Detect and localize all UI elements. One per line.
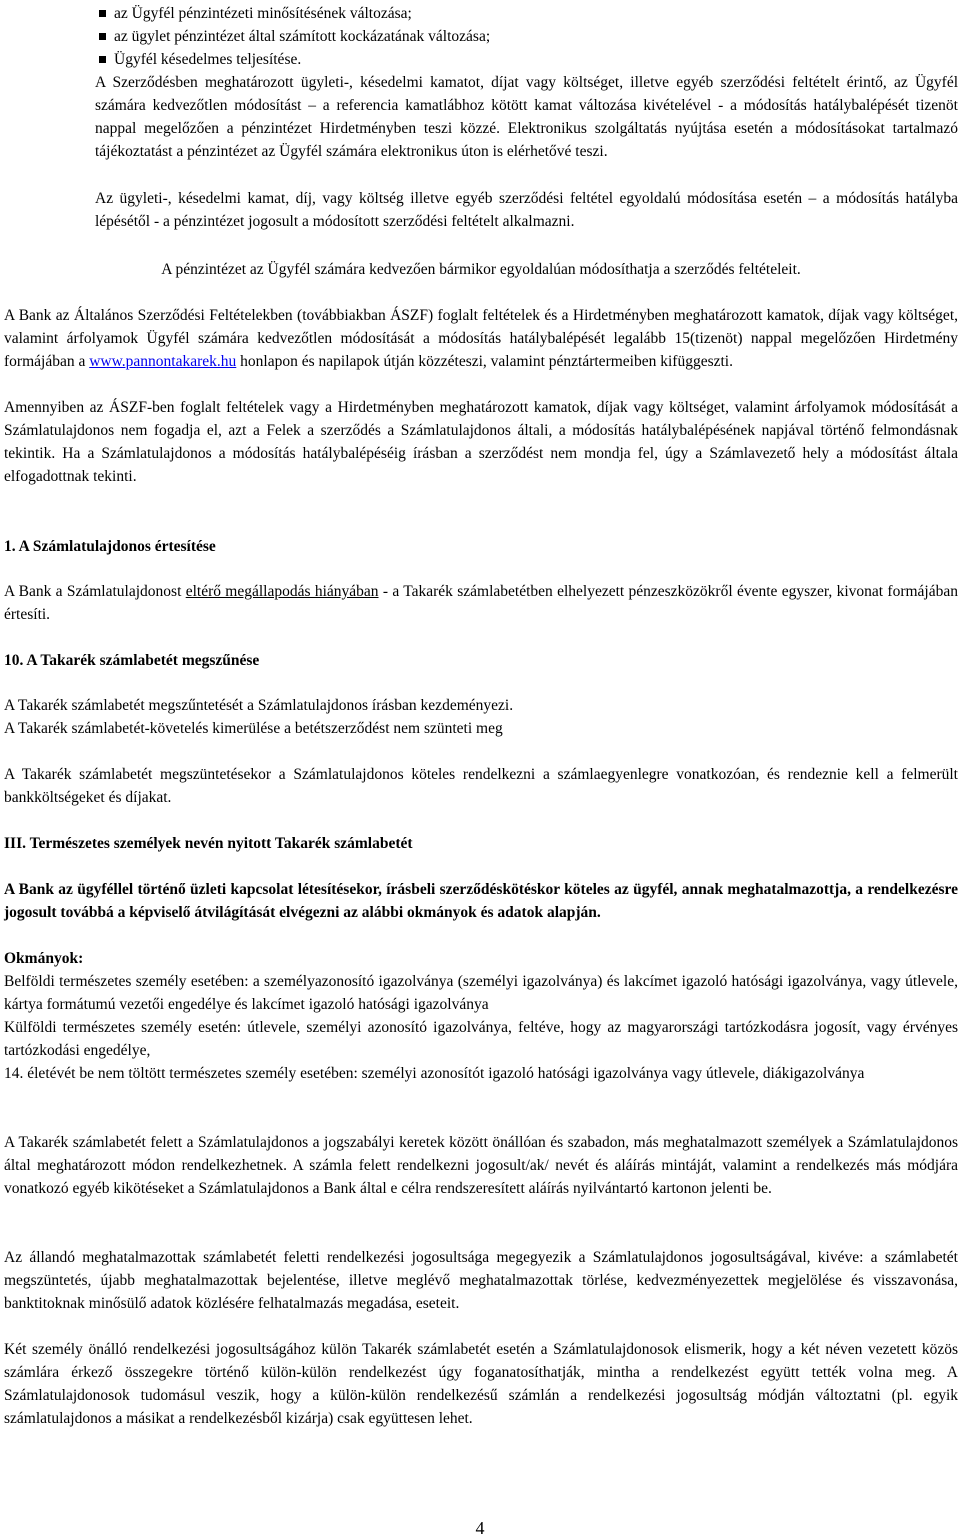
bullet-item: az Ügyfél pénzintézeti minősítésének változása;	[99, 2, 939, 25]
document-domestic: Belföldi természetes személy esetében: a személyazonosító igazolványa (személyi igazolványa) és lakcímet igazoló hatósági igazolványa, vagy útlevele, kártya formátumú vezetői engedélye és lakcímet igazoló hatósági igazolványa	[4, 973, 958, 1013]
website-link[interactable]: www.pannontakarek.hu	[89, 353, 237, 370]
document-foreign: Külföldi természetes személy esetén: útlevele, személyi azonosító igazolványa, feltéve, hogy az magyarországi tartózkodásra jogosít, vagy érvényes tartózkodási engedélye,	[4, 1019, 958, 1059]
document-minor: 14. életévét be nem töltött természetes személy esetében: személyi azonosítót igazoló hatósági igazolványa vagy útlevele, diákigazolványa	[4, 1065, 865, 1082]
termination-paragraph: A Takarék számlabetét megszüntetésekor a Számlatulajdonos köteles rendelkezni a számlaegyenlegre vonatkozóan, és rendeznie kell a felmerült bankköltségeket és díjakat.	[4, 766, 958, 806]
bullet-item: az ügylet pénzintézet által számított kockázatának változása;	[99, 25, 939, 48]
bank-announcement-text-end: honlapon és napilapok útján közzéteszi, valamint pénztártermeiben kifüggeszti.	[236, 353, 733, 370]
unilateral-modification-paragraph: Az ügyleti-, késedelmi kamat, díj, vagy költség illetve egyéb szerződési feltétel egyoldalú módosítása esetén – a módosítás hatályba lépésétől - a pénzintézet jogosult a módosított szerződési feltételt alkalmazni.	[95, 190, 958, 230]
termination-line-1: A Takarék számlabetét megszűntetését a Számlatulajdonos írásban kezdeményezi.	[4, 697, 514, 714]
due-diligence-paragraph: A Bank az ügyféllel történő üzleti kapcsolat létesítésekor, írásbeli szerződéskötéskor köteles az ügyfél, annak meghatalmazottja, a rendelkezésre jogosult továbbá a képviselő átvilágítását elvégezni az alábbi okmányok és adatok alapján.	[4, 881, 958, 921]
bank-announcement-paragraph	[4, 304, 958, 373]
notification-paragraph	[4, 580, 958, 626]
joint-account-paragraph: Két személy önálló rendelkezési jogosultságához külön Takarék számlabetét esetén a Számlatulajdonosok elismerik, hogy a két néven vezetett közös számlára érkező összegekre történő külön-külön rendelkezést úgy foganatosíthatják, mintha a rendelkezést együtt tették volna meg. A Számlatulajdonosok tudomásul veszik, hogy a külön-külön rendelkezésű számlán a rendelkezési jogosultság módján változtatni (pl. egyik számlatulajdonos a másikat a rendelkezésből kizárja) csak együttesen lehet.	[4, 1341, 958, 1427]
favorable-modification-paragraph: A pénzintézet az Ügyfél számára kedvezően bármikor egyoldalúan módosíthatja a szerződés feltételeit.	[161, 261, 801, 278]
documents-label: Okmányok:	[4, 950, 84, 967]
bullet-list	[99, 2, 939, 71]
page-number: 4	[475, 1518, 485, 1538]
notification-underlined-text: eltérő megállapodás hiányában	[185, 583, 379, 600]
modification-paragraph: A Szerződésben meghatározott ügyleti-, késedelmi kamatot, díjat vagy költséget, illetve egyéb szerződési feltételt érintő, az Ügyfél számára kedvezőtlen módosítást – a referencia kamatlábhoz kötött kamat változása kivételével - a módosítás hatálybalépését tizenöt nappal megelőzően a pénzintézet Hirdetményben teszi közzé. Elektronikus szolgáltatás nyújtása esetén a módosításokat tartalmazó tájékoztatást a pénzintézet az Ügyfél számára elektronikus úton is elérhetővé teszi.	[95, 74, 958, 160]
notification-text-end: - a Takarék számlabetétben elhelyezett pénzeszközökről évente egyszer, kivonat formájában értesíti.	[4, 583, 959, 623]
authorized-persons-paragraph: Az állandó meghatalmazottak számlabetét feletti rendelkezési jogosultsága megegyezik a Számlatulajdonos jogosultságával, kivéve: a számlabetét megszüntetés, újabb meghatalmazottak bejelentése, illetve meglévő meghatalmazottak törlése, kedvezményezettek megjelölése és visszavonása, banktitoknak minősülő adatok közlésére felhatalmazás megadása, eseteit.	[4, 1249, 958, 1312]
disposal-rights-paragraph: A Takarék számlabetét felett a Számlatulajdonos a jogszabályi keretek között önállóan és szabadon, más meghatalmazott személyek a Számlatulajdonos által meghatározott módon rendelkezhetnek. A számla felett rendelkezni jogosult/ak/ nevét és aláírás mintáját, valamint a rendelkezés más módjára vonatkozó egyéb kikötéseket a Számlatulajdonos a Bank által e célra rendszeresített aláírás nyilvántartó kartonon jelenti be.	[4, 1134, 958, 1197]
bank-announcement-text: A Bank az Általános Szerződési Feltételekben (továbbiakban ÁSZF) foglalt feltételek és a Hirdetményben meghatározott kamatok, díjak vagy költséget, valamint árfolyamok Ügyfél számára kedvezőtlen módosítását a módosítás hatálybalépését legalább 15(tizenöt) nappal megelőzően Hirdetmény formájában a	[4, 307, 958, 370]
section-heading-1: 1. A Számlatulajdonos értesítése	[4, 538, 216, 555]
section-heading-10: 10. A Takarék számlabetét megszűnése	[4, 652, 260, 669]
termination-line-2: A Takarék számlabetét-követelés kimerülése a betétszerződést nem szünteti meg	[4, 720, 503, 737]
bullet-item: Ügyfél késedelmes teljesítése.	[99, 48, 939, 71]
notification-text: A Bank a Számlatulajdonost	[4, 583, 186, 600]
section-heading-3: III. Természetes személyek nevén nyitott Takarék számlabetét	[4, 835, 413, 852]
aszf-rejection-paragraph: Amennyiben az ÁSZF-ben foglalt feltételek vagy a Hirdetményben meghatározott kamatok, díjak vagy költséget, valamint árfolyamok módosítását a Számlatulajdonos nem fogadja el, azt a Felek a szerződés a Számlatulajdonos általi, a módosítás hatálybalépésének napjával történő felmondásnak tekintik. Ha a Számlatulajdonos a módosítás hatálybalépéséig írásban a szerződést nem mondja fel, úgy a Számlavezető hely a módosítást általa elfogadottnak tekinti.	[4, 399, 958, 485]
